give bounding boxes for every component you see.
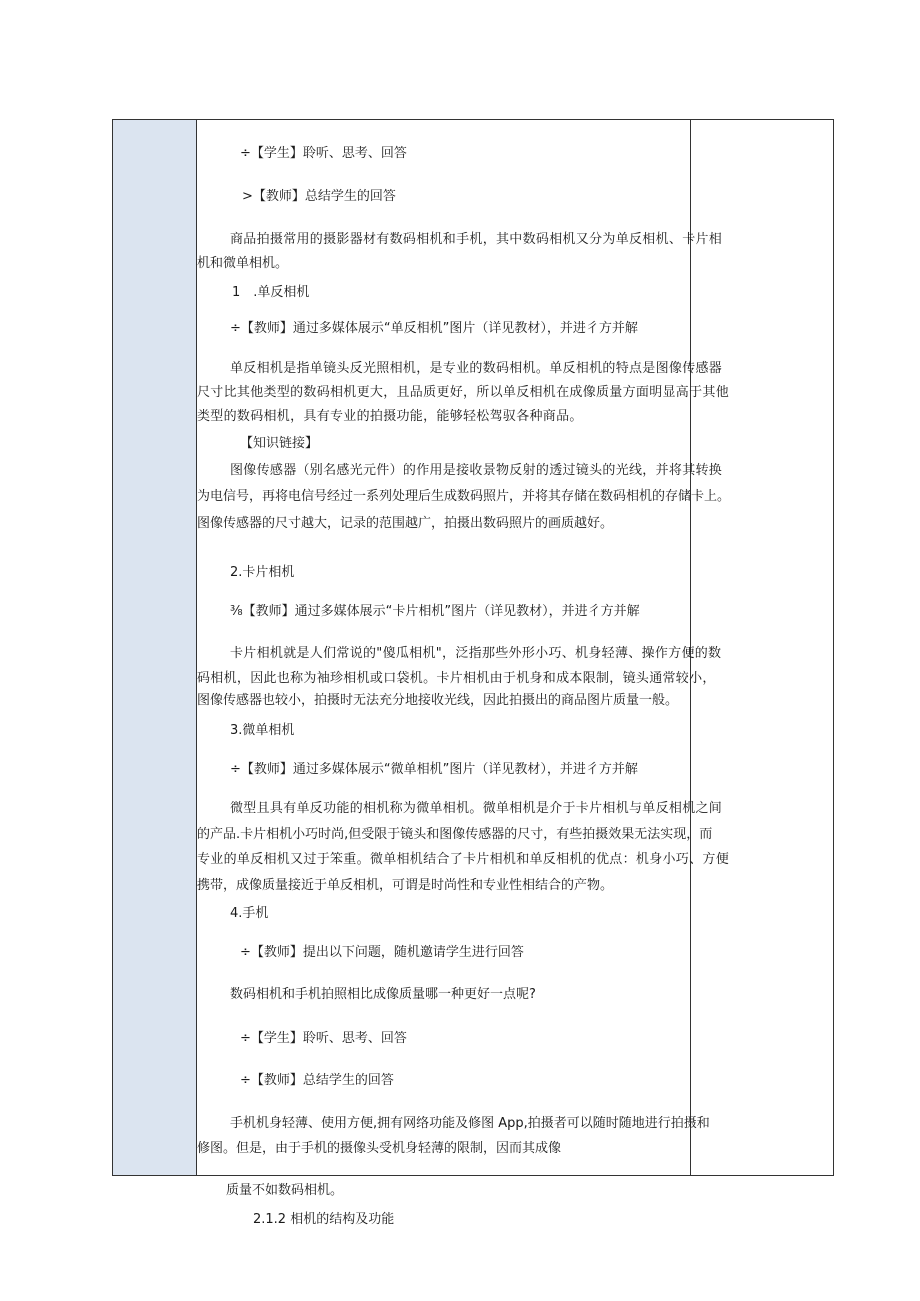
text-line: 单反相机是指单镜头反光照相机，是专业的数码相机。单反相机的特点是图像传感器	[230, 361, 723, 376]
text-line: ÷【教师】通过多媒体展示“单反相机”图片（详见教材），并进彳方并解	[230, 321, 638, 336]
text-line: ÷【教师】通过多媒体展示“微单相机”图片（详见教材），并进彳方并解	[230, 762, 638, 777]
text-line: ÷【教师】提出以下问题，随机邀请学生进行回答	[240, 945, 524, 960]
text-line: ÷【学生】聆听、思考、回答	[240, 146, 407, 161]
text-line: 4.手机	[230, 906, 269, 921]
text-line: 1 .单反相机	[232, 285, 310, 300]
text-line: 3.微单相机	[230, 723, 295, 738]
text-line: 类型的数码相机，具有专业的拍摄功能，能够轻松驾驭各种商品。	[197, 409, 583, 424]
text-line: 质量不如数码相机。	[226, 1183, 344, 1198]
text-line: 图像传感器也较小，拍摄时无法充分地接收光线，因此拍摄出的商品图片质量一般。	[197, 693, 679, 708]
text-line: 图像传感器的尺寸越大，记录的范围越广，拍摄出数码照片的画质越好。	[197, 516, 614, 531]
text-line: ÷【学生】聆听、思考、回答	[240, 1031, 407, 1046]
text-line: 为电信号，再将电信号经过一系列处理后生成数码照片，并将其存储在数码相机的存储卡上。	[197, 489, 731, 504]
left-column-cell	[113, 120, 197, 1175]
text-line: 携带，成像质量接近于单反相机，可谓是时尚性和专业性相结合的产物。	[197, 878, 614, 893]
text-line: 机和微单相机。	[197, 256, 289, 271]
text-line: 专业的单反相机又过于笨重。微单相机结合了卡片相机和单反相机的优点：机身小巧、方便	[197, 852, 730, 867]
text-line: 【知识链接】	[240, 436, 319, 451]
text-line: 尺寸比其他类型的数码相机更大，且品质更好，所以单反相机在成像质量方面明显高于其他	[197, 385, 730, 400]
text-line: 2.卡片相机	[230, 565, 295, 580]
text-line: 修图。但是，由于手机的摄像头受机身轻薄的限制，因而其成像	[197, 1141, 562, 1156]
text-line: ÷【教师】总结学生的回答	[240, 1073, 394, 1088]
section-heading: 2.1.2 相机的结构及功能	[253, 1212, 395, 1227]
text-line: 卡片相机就是人们常说的"傻瓜相机"，泛指那些外形小巧、机身轻薄、操作方便的数	[230, 646, 722, 661]
text-line: 微型且具有单反功能的相机称为微单相机。微单相机是介于卡片相机与单反相机之间	[230, 801, 723, 816]
text-line: ⅜【教师】通过多媒体展示“卡片相机”图片（详见教材），并进彳方并解	[230, 604, 640, 619]
text-line: 图像传感器（别名感光元件）的作用是接收景物反射的透过镜头的光线，并将其转换	[230, 463, 723, 478]
text-line: >【教师】总结学生的回答	[242, 189, 396, 204]
text-line: 的产品.卡片相机小巧时尚,但受限于镜头和图像传感器的尺寸，有些拍摄效果无法实现，而	[197, 827, 713, 842]
text-line: 码相机，因此也称为袖珍相机或口袋机。卡片相机由于机身和成本限制，镜头通常较小，	[197, 671, 716, 686]
text-line: 手机机身轻薄、使用方便,拥有网络功能及修图 App,拍摄者可以随时随地进行拍摄和	[230, 1116, 710, 1131]
text-line: 商品拍摄常用的摄影器材有数码相机和手机，其中数码相机又分为单反相机、卡片相	[230, 232, 723, 247]
text-line: 数码相机和手机拍照相比成像质量哪一种更好一点呢?	[230, 987, 536, 1002]
